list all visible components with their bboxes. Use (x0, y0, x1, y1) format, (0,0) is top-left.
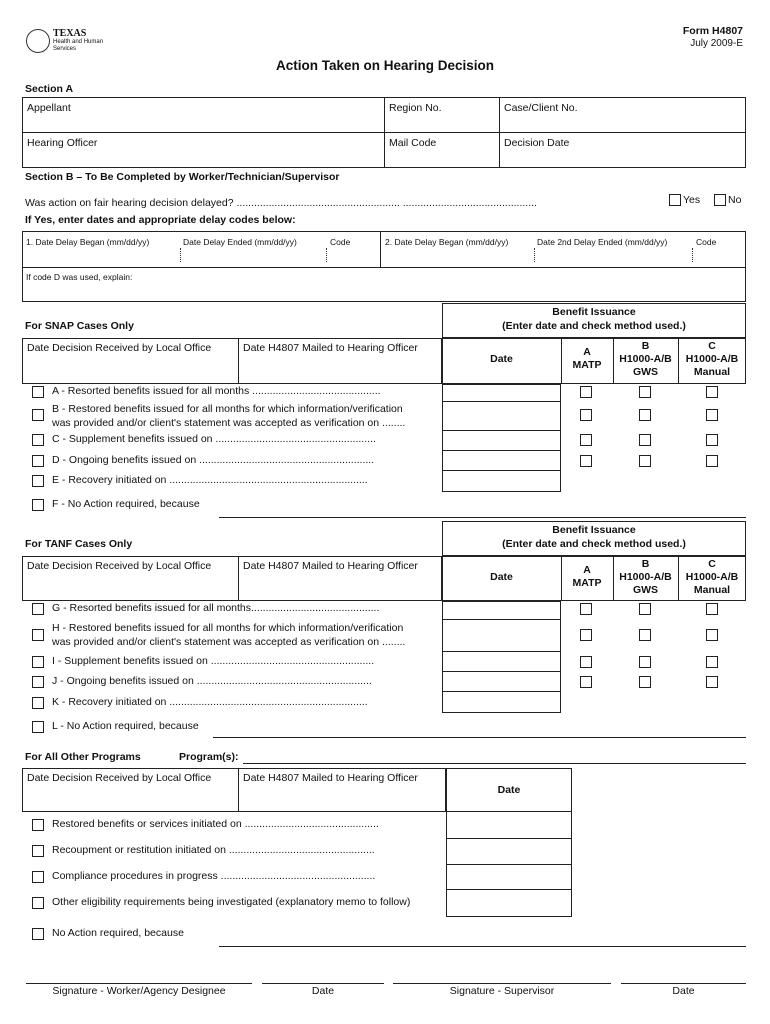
tanf-row-h-cont: was provided and/or client's statement was accepted as verification on ........ (52, 636, 406, 648)
other-programs-heading: For All Other Programs (25, 751, 141, 763)
other-reason-line[interactable] (219, 946, 746, 947)
worker-signature-line[interactable] (26, 983, 252, 984)
worker-date-line[interactable] (262, 983, 384, 984)
tanf-h-matp-checkbox[interactable] (580, 629, 592, 641)
logo-subtext: Services (53, 46, 77, 52)
tanf-g-manual-checkbox[interactable] (706, 603, 718, 615)
snap-row-e: E - Recovery initiated on .................................................................... (52, 474, 368, 486)
tanf-g-matp-checkbox[interactable] (580, 603, 592, 615)
snap-row-b-cont: was provided and/or client's statement was accepted as verification on ........ (52, 417, 406, 429)
worker-date-label: Date (311, 985, 335, 997)
section-b-heading: Section B – To Be Completed by Worker/Technician/Supervisor (25, 171, 340, 183)
logo-subtext: Health and Human (53, 39, 104, 45)
col-c-header: C (708, 340, 716, 352)
other-date-2[interactable] (446, 838, 572, 865)
other-row-2: Recoupment or restitution initiated on .................................................. (52, 844, 375, 856)
tanf-row-g: G - Resorted benefits issued for all months............................................ (52, 602, 380, 614)
tanf-g-checkbox[interactable] (32, 603, 44, 615)
snap-date-mailed-field[interactable]: Date H4807 Mailed to Hearing Officer (243, 342, 418, 354)
other-date-header: Date (497, 784, 521, 796)
col-a-label: MATP (572, 577, 602, 589)
tanf-h-checkbox[interactable] (32, 629, 44, 641)
logo-text: TEXAS (53, 28, 87, 39)
snap-row-c: C - Supplement benefits issued on ....................................................... (52, 433, 376, 445)
tanf-date-mailed-field[interactable]: Date H4807 Mailed to Hearing Officer (243, 560, 418, 572)
tanf-j-matp-checkbox[interactable] (580, 676, 592, 688)
snap-row-f: F - No Action required, because (52, 498, 200, 510)
supervisor-date-line[interactable] (621, 983, 746, 984)
col-b-header: B (641, 340, 650, 352)
code-1-field[interactable]: Code (330, 237, 351, 247)
tanf-i-manual-checkbox[interactable] (706, 656, 718, 668)
snap-row-d: D - Ongoing benefits issued on ............................................................ (52, 454, 375, 466)
decision-date-field[interactable]: Decision Date (504, 137, 570, 149)
other-date-4[interactable] (446, 889, 572, 917)
snap-c-checkbox[interactable] (32, 434, 44, 446)
snap-a-manual-checkbox[interactable] (706, 386, 718, 398)
tanf-date-i[interactable] (442, 651, 561, 672)
snap-date-received-field[interactable]: Date Decision Received by Local Office (27, 342, 212, 354)
snap-d-checkbox[interactable] (32, 455, 44, 467)
tanf-h-gws-checkbox[interactable] (639, 629, 651, 641)
mail-code-field[interactable]: Mail Code (389, 137, 437, 149)
tanf-row-h: H - Restored benefits issued for all months for which information/verification (52, 622, 404, 634)
worker-signature-label: Signature - Worker/Agency Designee (52, 985, 226, 997)
yes-label: Yes (683, 194, 701, 206)
benefit-issuance-subtitle: (Enter date and check method used.) (502, 538, 686, 550)
snap-c-manual-checkbox[interactable] (706, 434, 718, 446)
other-4-checkbox[interactable] (32, 897, 44, 909)
other-date-received-field[interactable]: Date Decision Received by Local Office (27, 772, 212, 784)
code-2-field[interactable]: Code (696, 237, 717, 247)
hearing-officer-field[interactable]: Hearing Officer (27, 137, 98, 149)
delay-instruction: If Yes, enter dates and appropriate delay codes below: (25, 214, 296, 226)
tanf-row-k: K - Recovery initiated on .................................................................... (52, 696, 368, 708)
col-a-header: A (583, 564, 591, 576)
snap-d-matp-checkbox[interactable] (580, 455, 592, 467)
tanf-heading: For TANF Cases Only (25, 538, 133, 550)
snap-d-gws-checkbox[interactable] (639, 455, 651, 467)
snap-c-matp-checkbox[interactable] (580, 434, 592, 446)
no-label: No (728, 194, 742, 206)
snap-date-e[interactable] (442, 470, 561, 492)
tanf-date-g[interactable] (442, 601, 561, 620)
col-b-sublabel: GWS (632, 584, 659, 596)
page-title: Action Taken on Hearing Decision (275, 58, 495, 73)
snap-f-reason-line[interactable] (219, 517, 746, 518)
other-1-checkbox[interactable] (32, 819, 44, 831)
col-a-label: MATP (572, 359, 602, 371)
delay-began-2-field[interactable]: 2. Date Delay Began (mm/dd/yy) (385, 237, 509, 247)
snap-a-matp-checkbox[interactable] (580, 386, 592, 398)
other-date-1[interactable] (446, 811, 572, 839)
tanf-i-gws-checkbox[interactable] (639, 656, 651, 668)
supervisor-signature-line[interactable] (393, 983, 611, 984)
snap-b-gws-checkbox[interactable] (639, 409, 651, 421)
programs-line[interactable] (243, 763, 746, 764)
snap-f-checkbox[interactable] (32, 499, 44, 511)
snap-e-checkbox[interactable] (32, 475, 44, 487)
snap-row-a: A - Resorted benefits issued for all months ............................................ (52, 385, 381, 397)
tanf-row-i: I - Supplement benefits issued on ........................................................ (52, 655, 375, 667)
snap-date-c[interactable] (442, 430, 561, 451)
tanf-i-checkbox[interactable] (32, 656, 44, 668)
other-row-3: Compliance procedures in progress ..................................................... (52, 870, 376, 882)
delay-ended-2-field[interactable]: Date 2nd Delay Ended (mm/dd/yy) (537, 237, 668, 247)
snap-date-a[interactable] (442, 384, 561, 402)
snap-date-d[interactable] (442, 450, 561, 471)
tanf-j-checkbox[interactable] (32, 676, 44, 688)
tanf-date-received-field[interactable]: Date Decision Received by Local Office (27, 560, 212, 572)
tanf-h-manual-checkbox[interactable] (706, 629, 718, 641)
snap-a-checkbox[interactable] (32, 386, 44, 398)
delay-ended-1-field[interactable]: Date Delay Ended (mm/dd/yy) (183, 237, 297, 247)
col-a-header: A (583, 346, 591, 358)
tanf-l-reason-line[interactable] (213, 737, 746, 738)
case-client-no-field[interactable]: Case/Client No. (504, 102, 578, 114)
benefit-issuance-subtitle: (Enter date and check method used.) (502, 320, 686, 332)
tanf-k-checkbox[interactable] (32, 697, 44, 709)
snap-b-manual-checkbox[interactable] (706, 409, 718, 421)
yes-checkbox[interactable] (669, 194, 681, 206)
programs-label: Program(s): (179, 751, 239, 763)
col-c-label: H1000-A/B (685, 571, 739, 583)
region-no-field[interactable]: Region No. (389, 102, 442, 114)
no-checkbox[interactable] (714, 194, 726, 206)
other-row-1: Restored benefits or services initiated on .............................................. (52, 818, 379, 830)
col-c-sublabel: Manual (693, 366, 731, 378)
date-column-header: Date (490, 353, 513, 365)
snap-b-checkbox[interactable] (32, 409, 44, 421)
tanf-date-h[interactable] (442, 619, 561, 652)
form-date: July 2009-E (690, 38, 743, 49)
benefit-issuance-title: Benefit Issuance (552, 524, 636, 536)
texas-seal-icon (26, 29, 50, 53)
col-c-label: H1000-A/B (685, 353, 739, 365)
col-c-header: C (708, 558, 716, 570)
delay-question: Was action on fair hearing decision delayed? ........................................................ .............................................. (25, 197, 537, 209)
other-row-5: No Action required, because (52, 927, 184, 939)
snap-d-manual-checkbox[interactable] (706, 455, 718, 467)
tanf-g-gws-checkbox[interactable] (639, 603, 651, 615)
col-b-label: H1000-A/B (619, 353, 672, 365)
other-date-3[interactable] (446, 864, 572, 890)
other-5-checkbox[interactable] (32, 928, 44, 940)
tanf-l-checkbox[interactable] (32, 721, 44, 733)
col-b-header: B (641, 558, 650, 570)
other-date-mailed-field[interactable]: Date H4807 Mailed to Hearing Officer (243, 772, 418, 784)
col-b-label: H1000-A/B (619, 571, 672, 583)
supervisor-signature-label: Signature - Supervisor (449, 985, 555, 997)
snap-row-b: B - Restored benefits issued for all months for which information/verification (52, 403, 403, 415)
other-2-checkbox[interactable] (32, 845, 44, 857)
date-column-header: Date (490, 571, 513, 583)
snap-b-matp-checkbox[interactable] (580, 409, 592, 421)
col-c-sublabel: Manual (693, 584, 731, 596)
tanf-j-gws-checkbox[interactable] (639, 676, 651, 688)
section-a-heading: Section A (25, 83, 74, 95)
tanf-j-manual-checkbox[interactable] (706, 676, 718, 688)
supervisor-date-label: Date (672, 985, 695, 997)
tanf-i-matp-checkbox[interactable] (580, 656, 592, 668)
tanf-date-j[interactable] (442, 671, 561, 692)
appellant-field[interactable]: Appellant (27, 102, 71, 114)
code-d-explain-field[interactable]: If code D was used, explain: (26, 272, 133, 282)
other-row-4: Other eligibility requirements being investigated (explanatory memo to follow) (52, 896, 411, 908)
tanf-row-l: L - No Action required, because (52, 720, 199, 732)
other-3-checkbox[interactable] (32, 871, 44, 883)
benefit-issuance-title: Benefit Issuance (552, 306, 636, 318)
tanf-date-k[interactable] (442, 691, 561, 713)
form-number: Form H4807 (682, 25, 743, 37)
snap-heading: For SNAP Cases Only (25, 320, 134, 332)
snap-date-b[interactable] (442, 401, 561, 431)
snap-c-gws-checkbox[interactable] (639, 434, 651, 446)
delay-began-1-field[interactable]: 1. Date Delay Began (mm/dd/yy) (26, 237, 150, 247)
snap-a-gws-checkbox[interactable] (639, 386, 651, 398)
col-b-sublabel: GWS (632, 366, 659, 378)
tanf-row-j: J - Ongoing benefits issued on ............................................................ (52, 675, 372, 687)
